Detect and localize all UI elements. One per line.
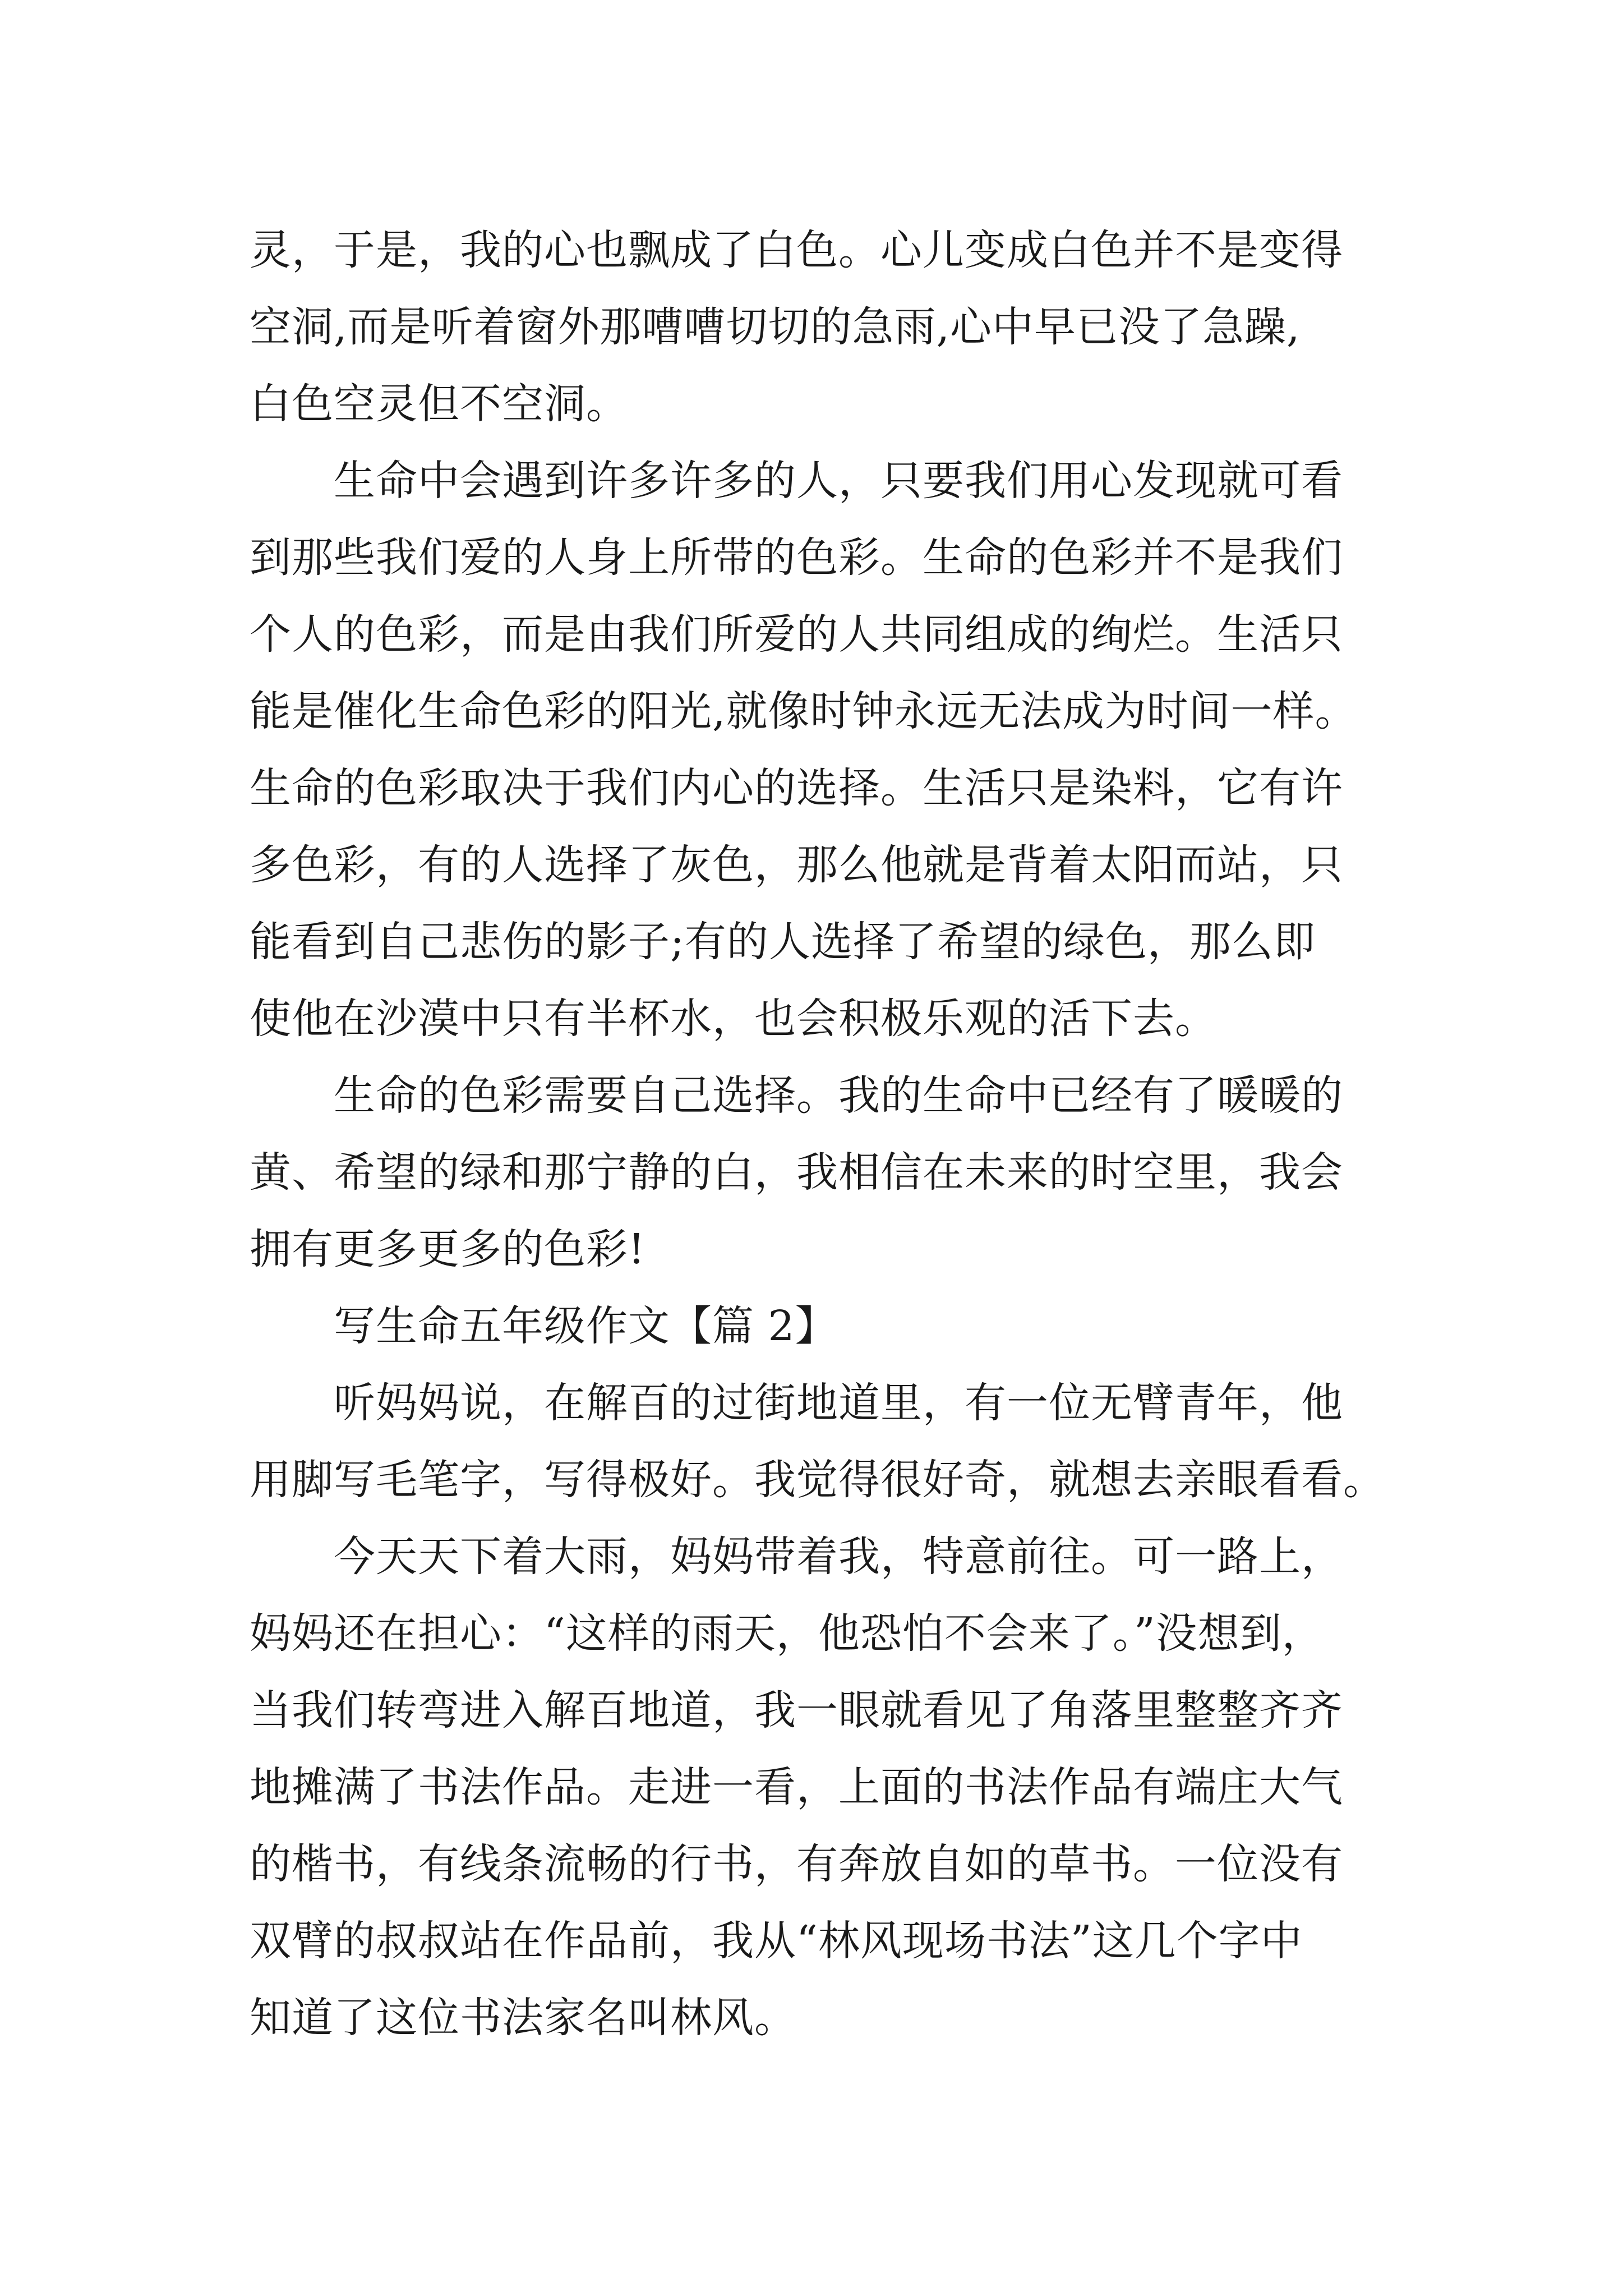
text-line: 生命的色彩需要自己选择。我的生命中已经有了暖暖的: [334, 1071, 1343, 1120]
text-line: 双臂的叔叔站在作品前，我从“林风现场书法”这几个字中: [250, 1917, 1303, 1965]
paragraph: [250, 1365, 1394, 1519]
text-line: 当我们转弯进入解百地道，我一眼就看见了角落里整整齐齐: [250, 1686, 1343, 1734]
text-line: 生命的色彩取决于我们内心的选择。生活只是染料，它有许: [250, 764, 1343, 812]
text-line: 今天天下着大雨，妈妈带着我，特意前往。可一路上，: [334, 1533, 1343, 1581]
text-line: 妈妈还在担心：“这样的雨天，他恐怕不会来了。”没想到，: [250, 1609, 1324, 1658]
text-line: 使他在沙漠中只有半杯水，也会积极乐观的活下去。: [250, 995, 1217, 1043]
text-line: 空洞,而是听着窗外那嘈嘈切切的急雨,心中早已没了急躁,: [250, 303, 1301, 351]
text-line: 听妈妈说，在解百的过街地道里，有一位无臂青年，他: [334, 1379, 1343, 1427]
text-line: 拥有更多更多的色彩!: [250, 1225, 645, 1273]
paragraph: [250, 212, 1394, 443]
text-line: 个人的色彩，而是由我们所爱的人共同组成的绚烂。生活只: [250, 610, 1343, 659]
text-line: 生命中会遇到许多许多的人，只要我们用心发现就可看: [334, 457, 1343, 505]
text-line: 黄、希望的绿和那宁静的白，我相信在未来的时空里，我会: [250, 1148, 1343, 1197]
text-line: 地摊满了书法作品。走进一看，上面的书法作品有端庄大气: [250, 1763, 1343, 1811]
paragraph: [250, 1519, 1394, 2056]
text-line: 灵，于是，我的心也飘成了白色。心儿变成白色并不是变得: [250, 226, 1343, 274]
text-line: 到那些我们爱的人身上所带的色彩。生命的色彩并不是我们: [250, 533, 1343, 582]
text-line: 能看到自己悲伤的影子;有的人选择了希望的绿色，那么即: [250, 918, 1316, 966]
text-line: 的楷书，有线条流畅的行书，有奔放自如的草书。一位没有: [250, 1840, 1343, 1888]
paragraph: [250, 1057, 1394, 1288]
text-line: 多色彩，有的人选择了灰色，那么他就是背着太阳而站，只: [250, 841, 1343, 889]
text-line: 能是催化生命色彩的阳光,就像时钟永远无法成为时间一样。: [250, 687, 1357, 735]
document-body: [250, 212, 1394, 2056]
paragraph: [250, 443, 1394, 1057]
section-heading: [250, 1288, 1394, 1365]
heading-line: 写生命五年级作文【篇 2】: [334, 1302, 837, 1350]
text-line: 白色空灵但不空洞。: [250, 380, 628, 428]
text-line: 用脚写毛笔字，写得极好。我觉得很好奇，就想去亲眼看看。: [250, 1456, 1385, 1504]
text-line: 知道了这位书法家名叫林风。: [250, 1994, 796, 2042]
